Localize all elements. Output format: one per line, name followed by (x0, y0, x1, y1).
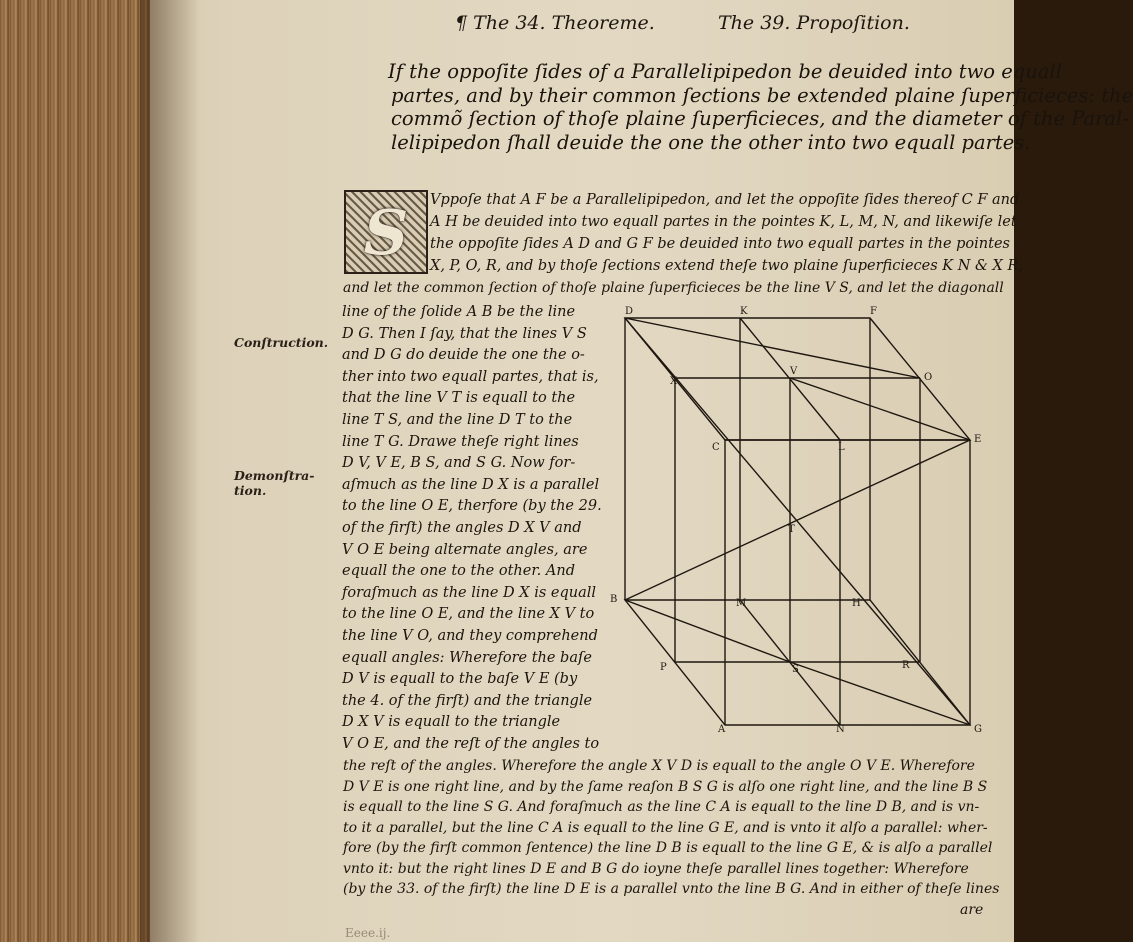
body-line: and D G do deuide the one the o- (342, 347, 585, 364)
body-line: and let the common ſection of thoſe plaine ſuperficieces be the line V S, and let the diagonall (343, 280, 1004, 296)
body-line: the reſt of the angles. Wherefore the angle X V D is equall to the angle O V E. Wherefore (343, 758, 975, 774)
body-line: to the line O E, and the line X V to (342, 606, 595, 623)
figure-point-label: E (974, 434, 982, 445)
body-line: D G. Then I ſay, that the lines V S (342, 325, 587, 342)
body-line: vnto it: but the right lines D E and B G do ioyne theſe parallel lines together: Wherefore (343, 860, 969, 877)
body-line: line T S, and the line D T to the (342, 412, 573, 428)
figure-point-label: P (660, 662, 667, 673)
body-line: equall the one to the other. And (342, 563, 575, 580)
parallelepiped-figure (600, 300, 1000, 740)
figure-point-label: T (788, 524, 795, 535)
proposition-line: lelipipedon ſhall deuide the one the other into two equall partes. (391, 130, 1031, 154)
figure-point-label: M (736, 598, 747, 609)
figure-point-label: B (610, 594, 618, 605)
proposition-line: commõ ſection of thoſe plaine ſuperficieces, and the diameter of the Paral- (391, 107, 1129, 130)
body-line: aſmuch as the line D X is a parallel (342, 476, 600, 493)
body-line: to it a parallel, but the line C A is equall to the line G E, and is vnto it alſo a parallel: wher- (343, 819, 988, 836)
figure-point-label: R (902, 660, 910, 671)
body-line: fore (by the firſt common ſentence) the line D B is equall to the line G E, & is alſo a parallel (343, 840, 993, 856)
body-line: D V E is one right line, and by the ſame reaſon B S G is alſo one right line, and the line B S (343, 778, 988, 795)
drop-cap-initial (344, 190, 428, 274)
drop-cap-letter: S (363, 195, 409, 269)
footer-signature: Eeee.ij. (345, 926, 391, 940)
body-line: (by the 33. of the firſt) the line D E is a parallel vnto the line B G. And in either of theſe lines (343, 881, 1000, 897)
body-line: equall angles: Wherefore the baſe (342, 649, 592, 666)
body-line: D V, V E, B S, and S G. Now for- (342, 455, 576, 472)
body-line: of the firſt) the angles D X V and (342, 520, 582, 536)
figure-point-label: A (718, 724, 726, 735)
body-line: is equall to the line S G. And foraſmuch as the line C A is equall to the line D B, and is vn- (343, 799, 980, 815)
body-line: Vppoſe that A F be a Parallelipipedon, and let the oppoſite ſides thereof C F and (430, 192, 1020, 208)
body-line: V O E, and the reſt of the angles to (342, 736, 600, 752)
figure-svg (600, 300, 1000, 740)
body-line: foraſmuch as the line D X is equall (342, 584, 597, 601)
figure-point-label: H (852, 598, 861, 609)
figure-point-label: C (712, 442, 720, 453)
running-header-proposition: The 39. Propoſition. (718, 12, 910, 34)
body-line: the oppoſite ſides A D and G F be deuided into two equall partes in the pointes (430, 236, 1010, 252)
figure-point-label: V (790, 366, 798, 377)
body-line: ther into two equall partes, that is, (342, 368, 599, 385)
body-line: V O E being alternate angles, are (342, 541, 588, 558)
gutter-shadow (140, 0, 200, 942)
body-line: line T G. Drawe theſe right lines (342, 433, 579, 450)
figure-point-label: F (870, 306, 877, 317)
figure-point-label: X (670, 376, 678, 387)
margin-note-construction: Conſtruction. (234, 335, 329, 350)
body-line: that the line V T is equall to the (342, 390, 576, 407)
body-line: line of the ſolide A B be the line (342, 304, 576, 320)
body-line: to the line O E, therfore (by the 29. (342, 498, 602, 515)
proposition-line: If the oppoſite ſides of a Parallelipipedon be deuided into two equall (388, 60, 1062, 83)
figure-point-label: N (836, 724, 845, 735)
figure-point-label: K (740, 306, 748, 317)
figure-point-label: O (924, 372, 933, 383)
body-line: D X V is equall to the triangle (342, 714, 561, 731)
body-line: X, P, O, R, and by thoſe ſections extend theſe two plaine ſuperficieces K N & X R, (430, 258, 1024, 274)
body-line: the 4. of the firſt) and the triangle (342, 692, 593, 709)
body-line: D V is equall to the baſe V E (by (342, 671, 578, 688)
proposition-statement (388, 60, 1133, 154)
margin-note-demonstration: Demonſtra- tion. (234, 468, 315, 498)
body-line: are (960, 901, 984, 918)
proposition-line: partes, and by their common ſections be extended plaine ſuperficieces: the (391, 83, 1133, 107)
figure-point-label: D (625, 306, 634, 317)
figure-point-label: G (974, 724, 982, 735)
body-line: the line V O, and they comprehend (342, 628, 598, 644)
running-header-theorem: ¶ The 34. Theoreme. (455, 12, 655, 34)
figure-point-label: S (792, 664, 799, 675)
body-line: A H be deuided into two equall partes in the pointes K, L, M, N, and likewiſe let (430, 214, 1017, 230)
figure-point-label: L (838, 442, 845, 453)
book-spine (0, 0, 150, 942)
